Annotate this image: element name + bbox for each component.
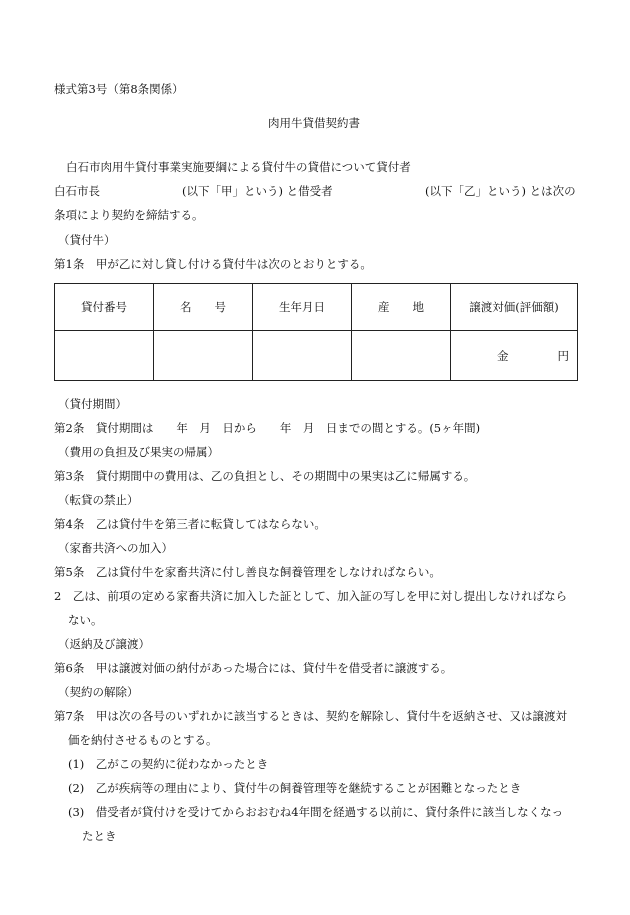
price-unit: 円 xyxy=(557,348,569,363)
article-3-heading: （費用の負担及び果実の帰属） xyxy=(58,445,219,459)
preamble-line-2-party-b: (以下「乙」という) とは次の xyxy=(425,184,576,198)
price-prefix: 金 xyxy=(497,348,509,363)
article-7-text-line-1: 第7条 甲は次の各号のいずれかに該当するときは、契約を解除し、貸付牛を返納させ、又は譲渡対 xyxy=(54,709,567,723)
preamble-line-2-party-a: (以下「甲」という) と借受者 xyxy=(182,184,333,198)
preamble-line-2-lessor: 白石市長 xyxy=(54,184,100,198)
article-7-heading: （契約の解除） xyxy=(58,685,139,699)
cell-transfer-price[interactable] xyxy=(451,331,578,381)
article-6-heading: （返納及び譲渡） xyxy=(58,637,150,651)
article-7-item-2: (2) 乙が疾病等の理由により、貸付牛の飼養管理等を継続することが困難となったとき xyxy=(68,781,522,795)
article-4-heading: （転貸の禁止） xyxy=(58,493,139,507)
article-1-text: 第1条 甲が乙に対し貸し付ける貸付牛は次のとおりとする。 xyxy=(54,257,372,271)
header-transfer-price: 譲渡対価(評価額) xyxy=(451,284,578,331)
table-row xyxy=(55,331,578,381)
cell-name[interactable] xyxy=(154,331,253,381)
cell-birth-date[interactable] xyxy=(253,331,352,381)
header-birth-date: 生年月日 xyxy=(253,284,352,331)
cell-loan-number[interactable] xyxy=(55,331,154,381)
article-5-text: 第5条 乙は貸付牛を家畜共済に付し善良な飼養管理をしなければならい。 xyxy=(54,565,441,579)
article-4-text: 第4条 乙は貸付牛を第三者に転貸してはならない。 xyxy=(54,517,326,531)
article-5-para-2-line-1: 2 乙は、前項の定める家畜共済に加入した証として、加入証の写しを甲に対し提出しなければなら xyxy=(54,589,568,603)
article-3-text: 第3条 貸付期間中の費用は、乙の負担とし、その期間中の果実は乙に帰属する。 xyxy=(54,469,476,483)
header-name: 名 号 xyxy=(154,284,253,331)
article-7-text-line-2: 価を納付させるものとする。 xyxy=(68,733,218,747)
article-2-heading: （貸付期間） xyxy=(58,397,127,411)
article-5-heading: （家畜共済への加入） xyxy=(58,541,173,555)
form-label: 様式第3号（第8条関係） xyxy=(54,82,184,96)
article-2-text: 第2条 貸付期間は 年 月 日から 年 月 日までの間とする。(5ヶ年間) xyxy=(54,421,481,435)
document-title: 肉用牛貸借契約書 xyxy=(268,116,360,130)
header-origin: 産 地 xyxy=(352,284,451,331)
cell-origin[interactable] xyxy=(352,331,451,381)
article-6-text: 第6条 甲は譲渡対価の納付があった場合には、貸付牛を借受者に譲渡する。 xyxy=(54,661,453,675)
loan-cattle-table xyxy=(54,283,578,381)
article-7-item-1: (1) 乙がこの契約に従わなかったとき xyxy=(68,757,269,771)
article-5-para-2-line-2: ない。 xyxy=(68,613,103,627)
article-1-heading: （貸付牛） xyxy=(58,233,116,247)
article-7-item-3-line-1: (3) 借受者が貸付けを受けてからおおむね4年間を経過する以前に、貸付条件に該当しなくなっ xyxy=(68,805,564,819)
preamble-line-1: 白石市肉用牛貸付事業実施要綱による貸付牛の貸借について貸付者 xyxy=(66,160,411,174)
article-7-item-3-line-2: たとき xyxy=(82,829,117,843)
table-header-row xyxy=(55,284,578,331)
preamble-line-3: 条項により契約を締結する。 xyxy=(54,208,204,222)
header-loan-number: 貸付番号 xyxy=(55,284,154,331)
